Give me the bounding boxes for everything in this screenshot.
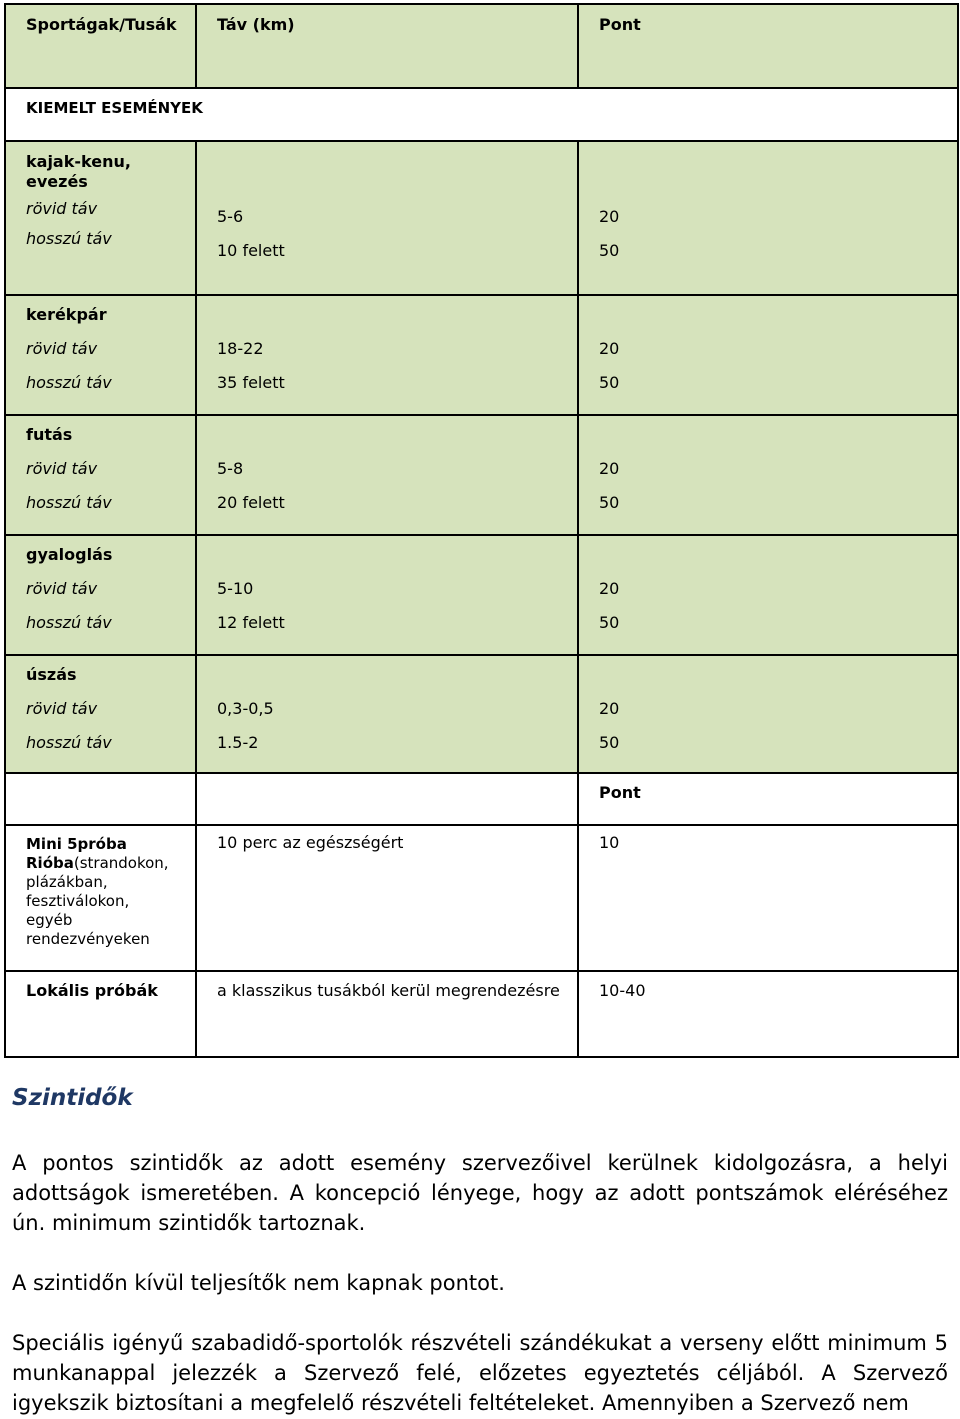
sport-cell: [5, 535, 196, 655]
short-pt: 20: [599, 339, 620, 358]
sport-row-walking: [5, 535, 958, 655]
distance-cell: [196, 535, 578, 655]
sport-name: gyaloglás: [26, 545, 113, 564]
long-label: hosszú táv: [26, 493, 112, 512]
long-pt: 50: [599, 613, 620, 632]
local-row: [5, 971, 958, 1057]
points-cell: [578, 655, 958, 773]
mini-rest: fesztiválokon,: [26, 892, 130, 910]
distance-cell: [196, 655, 578, 773]
paragraph-text: A szintidőn kívül teljesítők nem kapnak pontot.: [12, 1271, 505, 1295]
header-points: Pont: [578, 4, 958, 88]
long-pt: 50: [599, 493, 620, 512]
pont-label-row: [5, 773, 958, 825]
events-table: [4, 3, 959, 1058]
sport-row-bicycle: [5, 295, 958, 415]
header-distance: Táv (km): [196, 4, 578, 88]
sport-row-kayak: [5, 141, 958, 295]
mini-subtitle: [26, 854, 195, 873]
points-cell: [578, 535, 958, 655]
mini-rioba: Rióba: [26, 854, 74, 872]
mini-rest: plázákban,: [26, 873, 108, 891]
points-cell: [578, 295, 958, 415]
sport-row-running: [5, 415, 958, 535]
sport-name: úszás: [26, 665, 77, 684]
empty-cell: [196, 773, 578, 825]
header-sport: Sportágak/Tusák: [5, 4, 196, 88]
sport-row-swimming: [5, 655, 958, 773]
long-pt: 50: [599, 733, 620, 752]
long-km: 10 felett: [217, 241, 285, 260]
short-label: rövid táv: [26, 699, 98, 718]
pont-label: Pont: [578, 773, 958, 825]
table-header-row: [5, 4, 958, 88]
sport-cell: [5, 655, 196, 773]
paragraph-2: [12, 1268, 948, 1298]
short-label: rövid táv: [26, 339, 98, 358]
short-label: rövid táv: [26, 579, 98, 598]
sport-cell: [5, 295, 196, 415]
short-label: rövid táv: [26, 199, 98, 218]
long-label: hosszú táv: [26, 613, 112, 632]
local-points: 10-40: [578, 971, 958, 1057]
distance-cell: [196, 141, 578, 295]
sport-name: kerékpár: [26, 305, 107, 324]
paragraph-3: [12, 1328, 948, 1418]
paragraph-text: A pontos szintidők az adott esemény szervezőivel kerülnek kidolgozásra, a helyi adottságok ismeretében. A koncepció lényege, hogy az adott pontszámok eléréséhez ún. minimum szintidők tartoznak.: [12, 1151, 948, 1235]
section-title: KIEMELT ESEMÉNYEK: [5, 88, 958, 141]
sport-name: kajak-kenu,: [26, 152, 131, 171]
mini-name-cell: [5, 825, 196, 971]
short-pt: 20: [599, 699, 620, 718]
short-label: rövid táv: [26, 459, 98, 478]
sport-cell: [5, 141, 196, 295]
points-cell: [578, 141, 958, 295]
short-pt: 20: [599, 207, 620, 226]
long-pt: 50: [599, 241, 620, 260]
mini-points: 10: [578, 825, 958, 971]
paragraph-1: [12, 1148, 948, 1238]
long-km: 12 felett: [217, 613, 285, 632]
sport-name: evezés: [26, 172, 88, 191]
long-label: hosszú táv: [26, 733, 112, 752]
distance-cell: [196, 415, 578, 535]
section-title-row: [5, 88, 958, 141]
long-pt: 50: [599, 373, 620, 392]
mini-row: [5, 825, 958, 971]
long-km: 35 felett: [217, 373, 285, 392]
local-name: Lokális próbák: [5, 971, 196, 1057]
sport-name: futás: [26, 425, 73, 444]
distance-cell: [196, 295, 578, 415]
mini-title: Mini 5próba: [26, 835, 127, 853]
short-km: 0,3-0,5: [217, 699, 274, 718]
short-pt: 20: [599, 459, 620, 478]
long-km: 1.5-2: [217, 733, 259, 752]
short-km: 5-8: [217, 459, 244, 478]
short-km: 18-22: [217, 339, 264, 358]
local-desc: a klasszikus tusákból kerül megrendezésre: [196, 971, 578, 1057]
short-km: 5-10: [217, 579, 254, 598]
short-km: 5-6: [217, 207, 244, 226]
mini-rest: egyéb: [26, 911, 73, 929]
mini-rest: rendezvényeken: [26, 930, 150, 948]
mini-desc: 10 perc az egészségért: [196, 825, 578, 971]
empty-cell: [5, 773, 196, 825]
mini-rest: (strandokon,: [73, 854, 169, 872]
long-label: hosszú táv: [26, 373, 112, 392]
sport-cell: [5, 415, 196, 535]
long-label: hosszú táv: [26, 229, 112, 248]
points-cell: [578, 415, 958, 535]
short-pt: 20: [599, 579, 620, 598]
long-km: 20 felett: [217, 493, 285, 512]
paragraph-text: Speciális igényű szabadidő-sportolók részvételi szándékukat a verseny előtt minimum 5 munkanappal jelezzék a Szervező felé, előzetes egyeztetés céljából. A Szervező igyekszik biztosítani a megfelelő részvételi feltételeket. Amennyiben a Szervező nem: [12, 1331, 948, 1415]
section-heading: Szintidők: [12, 1085, 133, 1111]
